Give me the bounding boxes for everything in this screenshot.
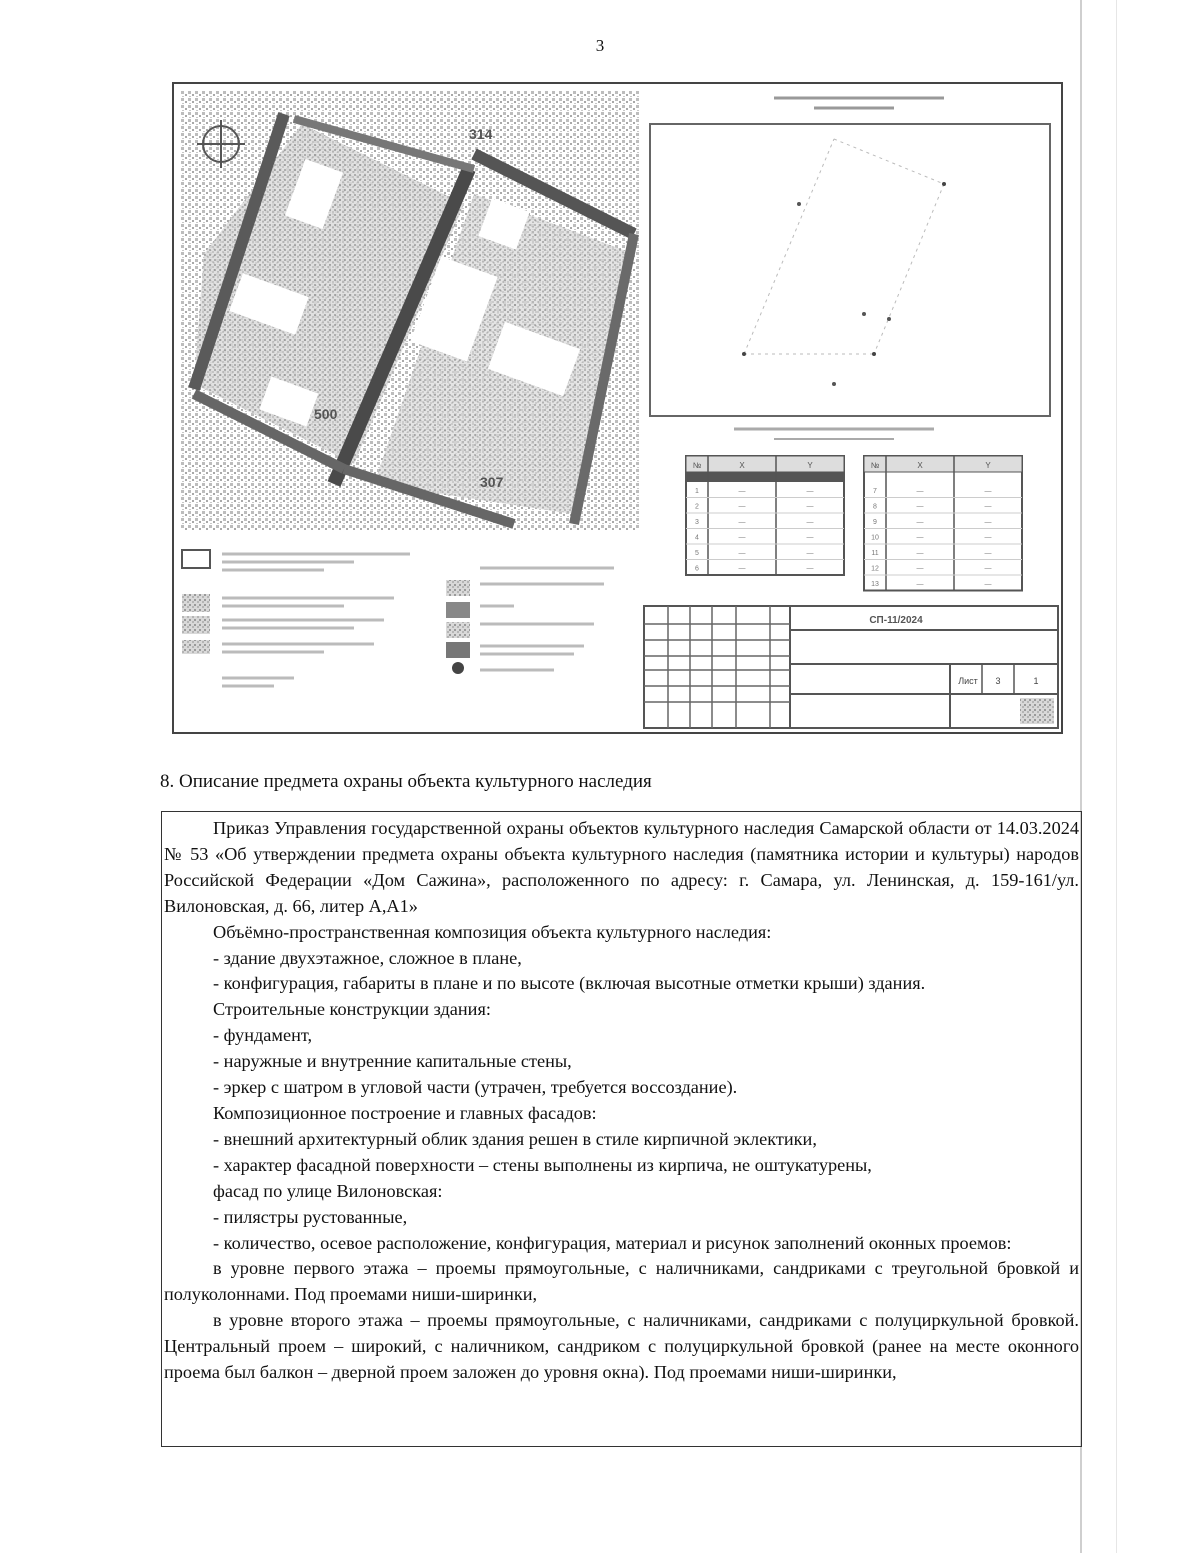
title-block — [644, 606, 1058, 728]
coord-table-shaded-row — [686, 472, 844, 482]
coord-table-cell: — — [806, 503, 814, 511]
coord-table-cell: 2 — [695, 503, 699, 511]
coord-table-cell: — — [916, 488, 924, 495]
section-heading: 8. Описание предмета охраны объекта культурного наследия — [160, 771, 652, 792]
stamp-sheet-number: 3 — [995, 676, 1001, 686]
coord-table-cell: — — [916, 534, 924, 542]
coord-table-cell: — — [984, 534, 992, 542]
coord-table-header: № — [870, 461, 880, 470]
list-item: - характер фасадной поверхности – стены выполнены из кирпича, не оштукатурены, — [213, 1154, 872, 1175]
coord-table-cell: 7 — [873, 488, 877, 495]
stamp-code: СП-11/2024 — [869, 615, 923, 626]
coord-table-header: Y — [985, 461, 991, 470]
coord-table-header: X — [917, 461, 923, 470]
map-legend — [182, 550, 614, 686]
coord-table-cell: — — [916, 550, 924, 557]
subheading-structures: Строительные конструкции здания: — [213, 999, 491, 1020]
coord-table-cell: — — [738, 503, 746, 511]
map-label: 314 — [469, 126, 493, 142]
coord-table-frame — [864, 456, 1022, 591]
coord-table-header: X — [739, 461, 745, 470]
coord-table-cell: — — [738, 488, 746, 495]
coord-table-cell: — — [738, 565, 746, 573]
coord-table-cell: 4 — [695, 534, 699, 542]
coord-table-cell: — — [984, 581, 992, 588]
list-item: - наружные и внутренние капитальные стены, — [213, 1051, 572, 1072]
inset-scheme — [650, 124, 1050, 439]
coord-table-cell: — — [806, 534, 814, 542]
coord-table-cell: — — [738, 550, 746, 557]
coord-table-cell: — — [916, 565, 924, 573]
scan-edge-line-inner — [1116, 0, 1117, 1553]
map-label: 500 — [314, 406, 338, 422]
coord-table-cell: — — [806, 550, 814, 557]
paragraph-windows: - количество, осевое расположение, конфигурация, материал и рисунок заполнений оконных проемов: — [213, 1232, 1012, 1253]
coord-table-cell: 13 — [871, 581, 879, 588]
aerial-image — [180, 90, 640, 530]
coord-table-cell: — — [806, 488, 814, 495]
subheading-composition: Композиционное построение и главных фасадов: — [213, 1102, 597, 1123]
coord-table-cell: — — [916, 519, 924, 526]
coord-table-cell: — — [984, 550, 992, 557]
coord-table-cell: 11 — [871, 550, 879, 557]
list-item: - фундамент, — [213, 1025, 313, 1046]
order-reference: Приказ Управления государственной охраны объектов культурного наследия Самарской области от 14.03.2024 № 53 «Об утверждении предмета охраны объекта культурного наследия (памятника истории и культуры) народов Российской Федерации «Дом Сажина», расположенного по адресу: г. Самара, ул. Ленинская, д. 159-161/ул. Вилоновская, д. 66, литер А,А1» — [164, 818, 1079, 916]
list-item: - конфигурация, габариты в плане и по высоте (включая высотные отметки крыши) здания. — [213, 973, 926, 994]
coord-table-cell: — — [984, 488, 992, 495]
coord-table-cell: — — [806, 565, 814, 573]
coord-table-header-band — [864, 456, 1022, 472]
site-plan-map — [172, 82, 1063, 734]
list-item: - здание двухэтажное, сложное в плане, — [213, 947, 522, 968]
page-number: 3 — [595, 36, 605, 55]
site-plan-drawing — [174, 84, 1061, 732]
coord-table-cell: — — [738, 534, 746, 542]
coord-table-cell: — — [984, 565, 992, 573]
list-item: - эркер с шатром в угловой части (утрачен, требуется воссоздание). — [213, 1077, 738, 1098]
coord-table-cell: — — [806, 519, 814, 526]
title-strokes — [774, 98, 944, 108]
list-item: - пилястры рустованные, — [213, 1206, 408, 1227]
coord-table-cell: — — [984, 519, 992, 526]
coord-table-cell: 6 — [695, 565, 699, 573]
coord-table-cell: 3 — [695, 519, 699, 526]
coord-table-cell: — — [984, 503, 992, 511]
stamp-sheets-total: 1 — [1033, 676, 1039, 686]
map-label: 307 — [480, 474, 504, 490]
coord-table-cell: 12 — [871, 565, 879, 573]
coord-table-cell: — — [738, 519, 746, 526]
list-item: - внешний архитектурный облик здания решен в стиле кирпичной эклектики, — [213, 1128, 817, 1149]
coord-table-header: № — [692, 461, 702, 470]
coord-table-header: Y — [807, 461, 813, 470]
paragraph-second-floor: в уровне второго этажа – проемы прямоугольные, с наличниками, сандриками с полуциркульной бровкой. Центральный проем – широкий, с наличником, сандриком с полуциркульной бровкой (ранее на месте оконного проема был балкон – дверной проем заложен до уровня окна). Под проемами ниши-ширинки, — [164, 1310, 1079, 1383]
coordinate-tables — [686, 456, 1022, 591]
coord-table-cell: — — [916, 503, 924, 511]
protection-subject-box — [161, 811, 1082, 1447]
subheading-volume: Объёмно-пространственная композиция объекта культурного наследия: — [213, 921, 772, 942]
paragraph-first-floor: в уровне первого этажа – проемы прямоугольные, с наличниками, сандриками с треугольной бровкой и полуколоннами. Под проемами ниши-ширинки, — [164, 1258, 1079, 1305]
coord-table-header-band — [686, 456, 844, 472]
coord-table-cell: 9 — [873, 519, 877, 526]
coord-table-cell: — — [916, 581, 924, 588]
coord-table-cell: 8 — [873, 503, 877, 511]
coord-table-cell: 5 — [695, 550, 699, 557]
coord-table-cell: 1 — [695, 488, 699, 495]
subheading-facade: фасад по улице Вилоновская: — [213, 1180, 443, 1201]
stamp-sheet-label: Лист — [958, 676, 978, 686]
coord-table-cell: 10 — [871, 534, 879, 542]
